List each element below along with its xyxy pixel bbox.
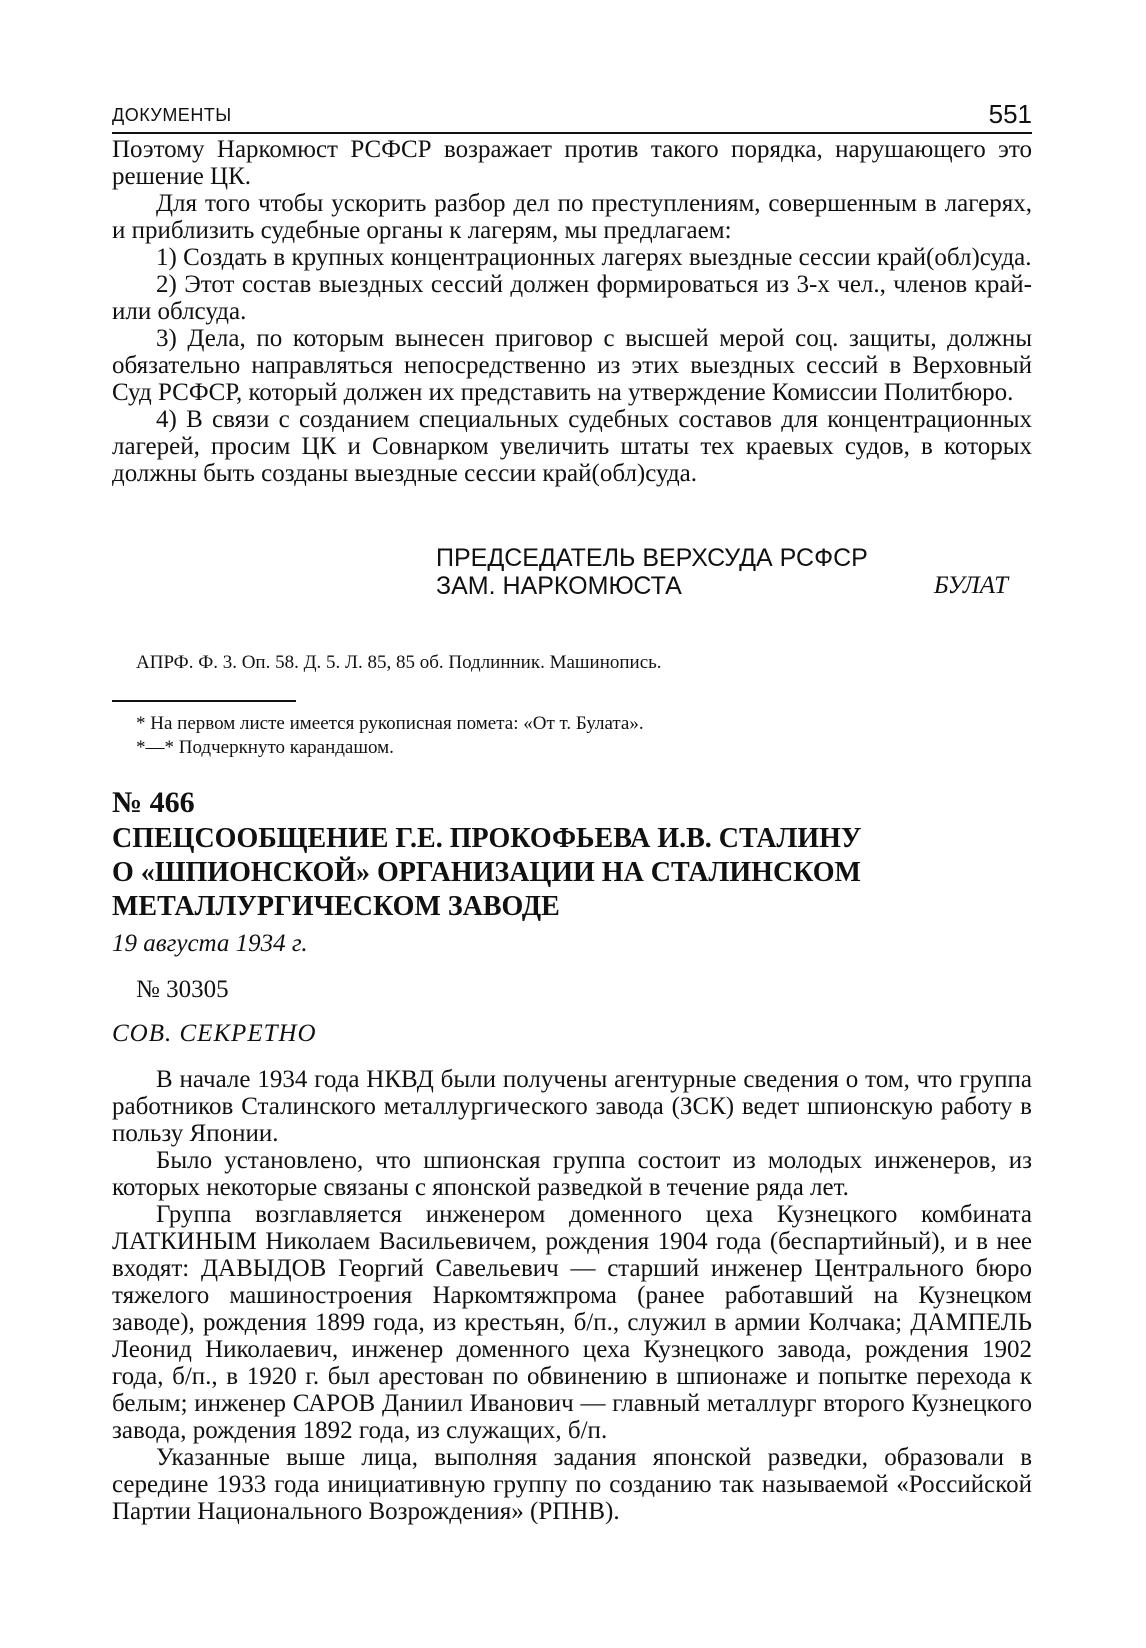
document-number: № 466 [112, 786, 195, 819]
document-body [112, 1066, 1032, 1525]
archive-reference: АПРФ. Ф. 3. Оп. 58. Д. 5. Л. 85, 85 об. Подлинник. Машинопись. [136, 652, 662, 673]
document-date: 19 августа 1934 г. [112, 930, 308, 957]
paragraph: Было установлено, что шпионская группа состоит из молодых инженеров, из которых некоторые связаны с японской разведкой в течение ряда лет. [112, 1147, 1032, 1201]
paragraph: В начале 1934 года НКВД были получены агентурные сведения о том, что группа работников Сталинского металлургического завода (ЗСК) ведет шпионскую работу в пользу Японии. [112, 1066, 1032, 1147]
footnote: * На первом листе имеется рукописная помета: «От т. Булата». [136, 713, 644, 734]
title-line: О «ШПИОНСКОЙ» ОРГАНИЗАЦИИ НА СТАЛИНСКОМ [112, 857, 861, 888]
section-title: ДОКУМЕНТЫ [112, 105, 232, 125]
registration-number: № 30305 [136, 976, 229, 1003]
signature-line-1: ПРЕДСЕДАТЕЛЬ ВЕРХСУДА РСФСР [436, 544, 868, 572]
title-line: СПЕЦСООБЩЕНИЕ Г.Е. ПРОКОФЬЕВА И.В. СТАЛИНУ [112, 823, 862, 854]
paragraph: 1) Создать в крупных концентрационных лагерях выездные сессии край(обл)суда. [156, 244, 1032, 271]
paragraph: 4) В связи с созданием специальных судебных составов для концентрационных лагерей, просим ЦК и Совнарком увеличить штаты тех краевых судов, в которых должны быть созданы выездные сессии край(обл)суда. [112, 406, 1032, 487]
continued-text [112, 136, 1032, 487]
paragraph: 3) Дела, по которым вынесен приговор с высшей мерой соц. защиты, должны обязательно направляться непосредственно из этих выездных сессий в Верховный Суд РСФСР, который должен их представить на утверждение Комиссии Политбюро. [112, 325, 1032, 406]
paragraph: 2) Этот состав выездных сессий должен формироваться из 3-х чел., членов край- или облсуда. [112, 271, 1032, 325]
paragraph: Группа возглавляется инженером доменного цеха Кузнецкого комбината ЛАТКИНЫМ Николаем Васильевичем, рождения 1904 года (беспартийный), и в нее входят: ДАВЫДОВ Георгий Савельевич — старший инженер Центрального бюро тяжелого машиностроения Наркомтяжпрома (ранее работавший на Кузнецком заводе), рождения 1899 года, из крестьян, б/п., служил в армии Колчака; ДАМПЕЛЬ Леонид Николаевич, инженер доменного цеха Кузнецкого завода, рождения 1902 года, б/п., в 1920 г. был арестован по обвинению в шпионаже и попытке перехода к белым; инженер САРОВ Даниил Иванович — главный металлург второго Кузнецкого завода, рождения 1892 года, из служащих, б/п. [112, 1201, 1032, 1444]
signature-name: БУЛАТ [933, 572, 1008, 599]
footnote-rule [112, 700, 296, 702]
document-title [112, 822, 1032, 924]
signature-line-2: ЗАМ. НАРКОМЮСТА [436, 572, 682, 600]
title-line: МЕТАЛЛУРГИЧЕСКОМ ЗАВОДЕ [112, 891, 560, 922]
signature-block [436, 544, 1036, 600]
classification-mark: СОВ. СЕКРЕТНО [112, 1020, 317, 1047]
paragraph: Указанные выше лица, выполняя задания японской разведки, образовали в середине 1933 года инициативную группу по созданию так называемой «Российской Партии Национального Возрождения» (РПНВ). [112, 1444, 1032, 1525]
footnote: *—* Подчеркнуто карандашом. [136, 737, 394, 758]
paragraph: Для того чтобы ускорить разбор дел по преступлениям, совершенным в лагерях, и приблизить судебные органы к лагерям, мы предлагаем: [112, 190, 1032, 244]
page-number: 551 [988, 99, 1032, 129]
running-header [112, 98, 1032, 134]
paragraph: Поэтому Наркомюст РСФСР возражает против такого порядка, нарушающего это решение ЦК. [112, 136, 1032, 190]
